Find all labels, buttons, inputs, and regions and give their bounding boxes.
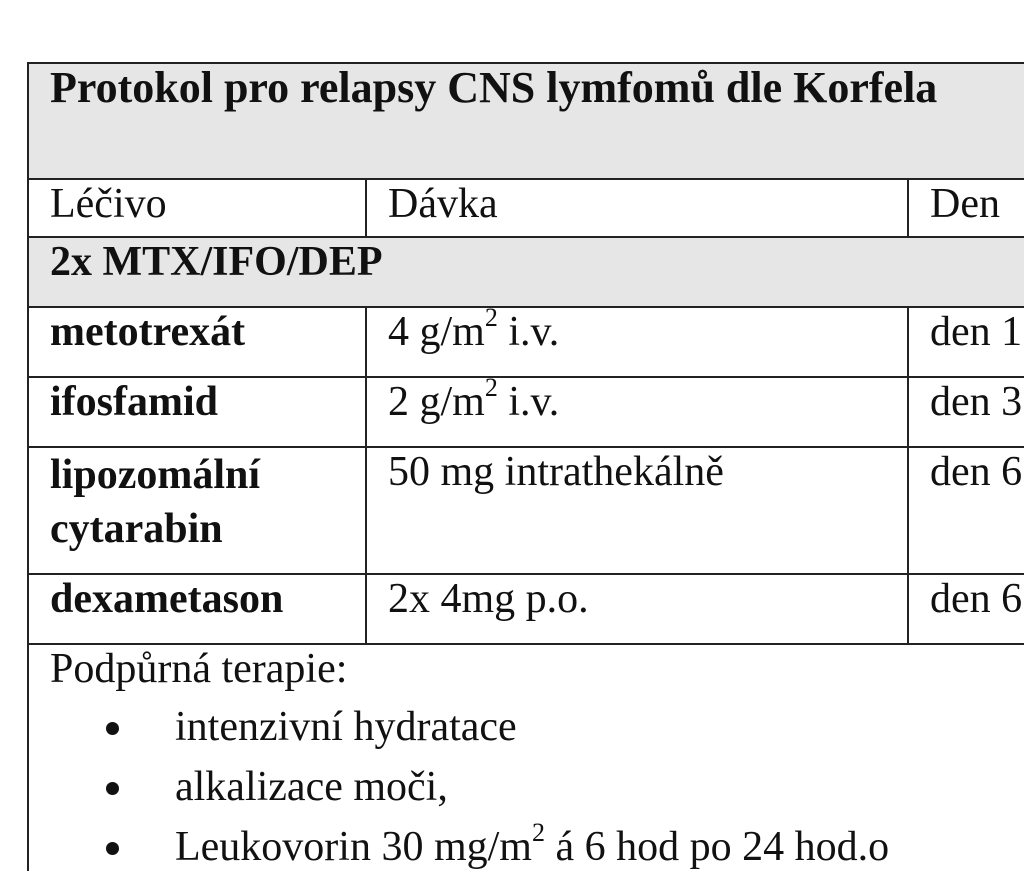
drug-dose	[366, 377, 908, 447]
header-row	[28, 179, 1024, 237]
dose-exponent: 2	[484, 307, 498, 332]
drug-day: den 3	[908, 377, 1024, 447]
support-item-text: Leukovorin 30 mg/m	[175, 824, 532, 870]
support-list	[50, 697, 1024, 871]
table-row	[28, 447, 1024, 574]
title-cell	[28, 63, 1024, 179]
cycle-row	[28, 237, 1024, 307]
list-item	[175, 697, 1024, 757]
drug-dose	[366, 307, 908, 377]
header-drug: Léčivo	[28, 179, 366, 237]
drug-name: lipozomální cytarabin	[50, 452, 261, 552]
list-item	[175, 817, 1024, 871]
title-row	[28, 63, 1024, 179]
drug-name: metotrexát	[28, 307, 366, 377]
list-item	[175, 757, 1024, 817]
support-cell	[28, 644, 1024, 871]
drug-day: den 6	[908, 574, 1024, 644]
header-dose: Dávka	[366, 179, 908, 237]
drug-day: den 6	[908, 447, 1024, 574]
protocol-table	[27, 62, 1024, 871]
drug-name-cell	[28, 447, 366, 574]
table-row	[28, 377, 1024, 447]
dose-route: i.v.	[497, 379, 560, 425]
support-row	[28, 644, 1024, 871]
support-item-text: intenzivní hydratace	[175, 704, 517, 750]
drug-day: den 1	[908, 307, 1024, 377]
dose-value: 50 mg intrathekálně	[388, 449, 724, 495]
support-label: Podpůrná terapie:	[50, 646, 348, 692]
support-item-text: alkalizace moči,	[175, 764, 448, 810]
table-title: Protokol pro relapsy CNS lymfomů dle Korfela	[50, 63, 938, 112]
dose-value: 2 g/m	[388, 379, 485, 425]
drug-name: dexametason	[28, 574, 366, 644]
support-item-tail: á 6 hod po 24 hod.o	[544, 824, 890, 870]
dose-exponent: 2	[484, 377, 498, 402]
header-day: Den	[908, 179, 1024, 237]
drug-dose	[366, 574, 908, 644]
table-row	[28, 574, 1024, 644]
dose-value: 4 g/m	[388, 309, 485, 355]
support-item-exponent: 2	[531, 818, 545, 847]
dose-route: i.v.	[497, 309, 560, 355]
dose-value: 2x 4mg p.o.	[388, 576, 589, 622]
drug-name: ifosfamid	[28, 377, 366, 447]
drug-dose	[366, 447, 908, 574]
table-row	[28, 307, 1024, 377]
cycle-label: 2x MTX/IFO/DEP	[28, 237, 1024, 307]
